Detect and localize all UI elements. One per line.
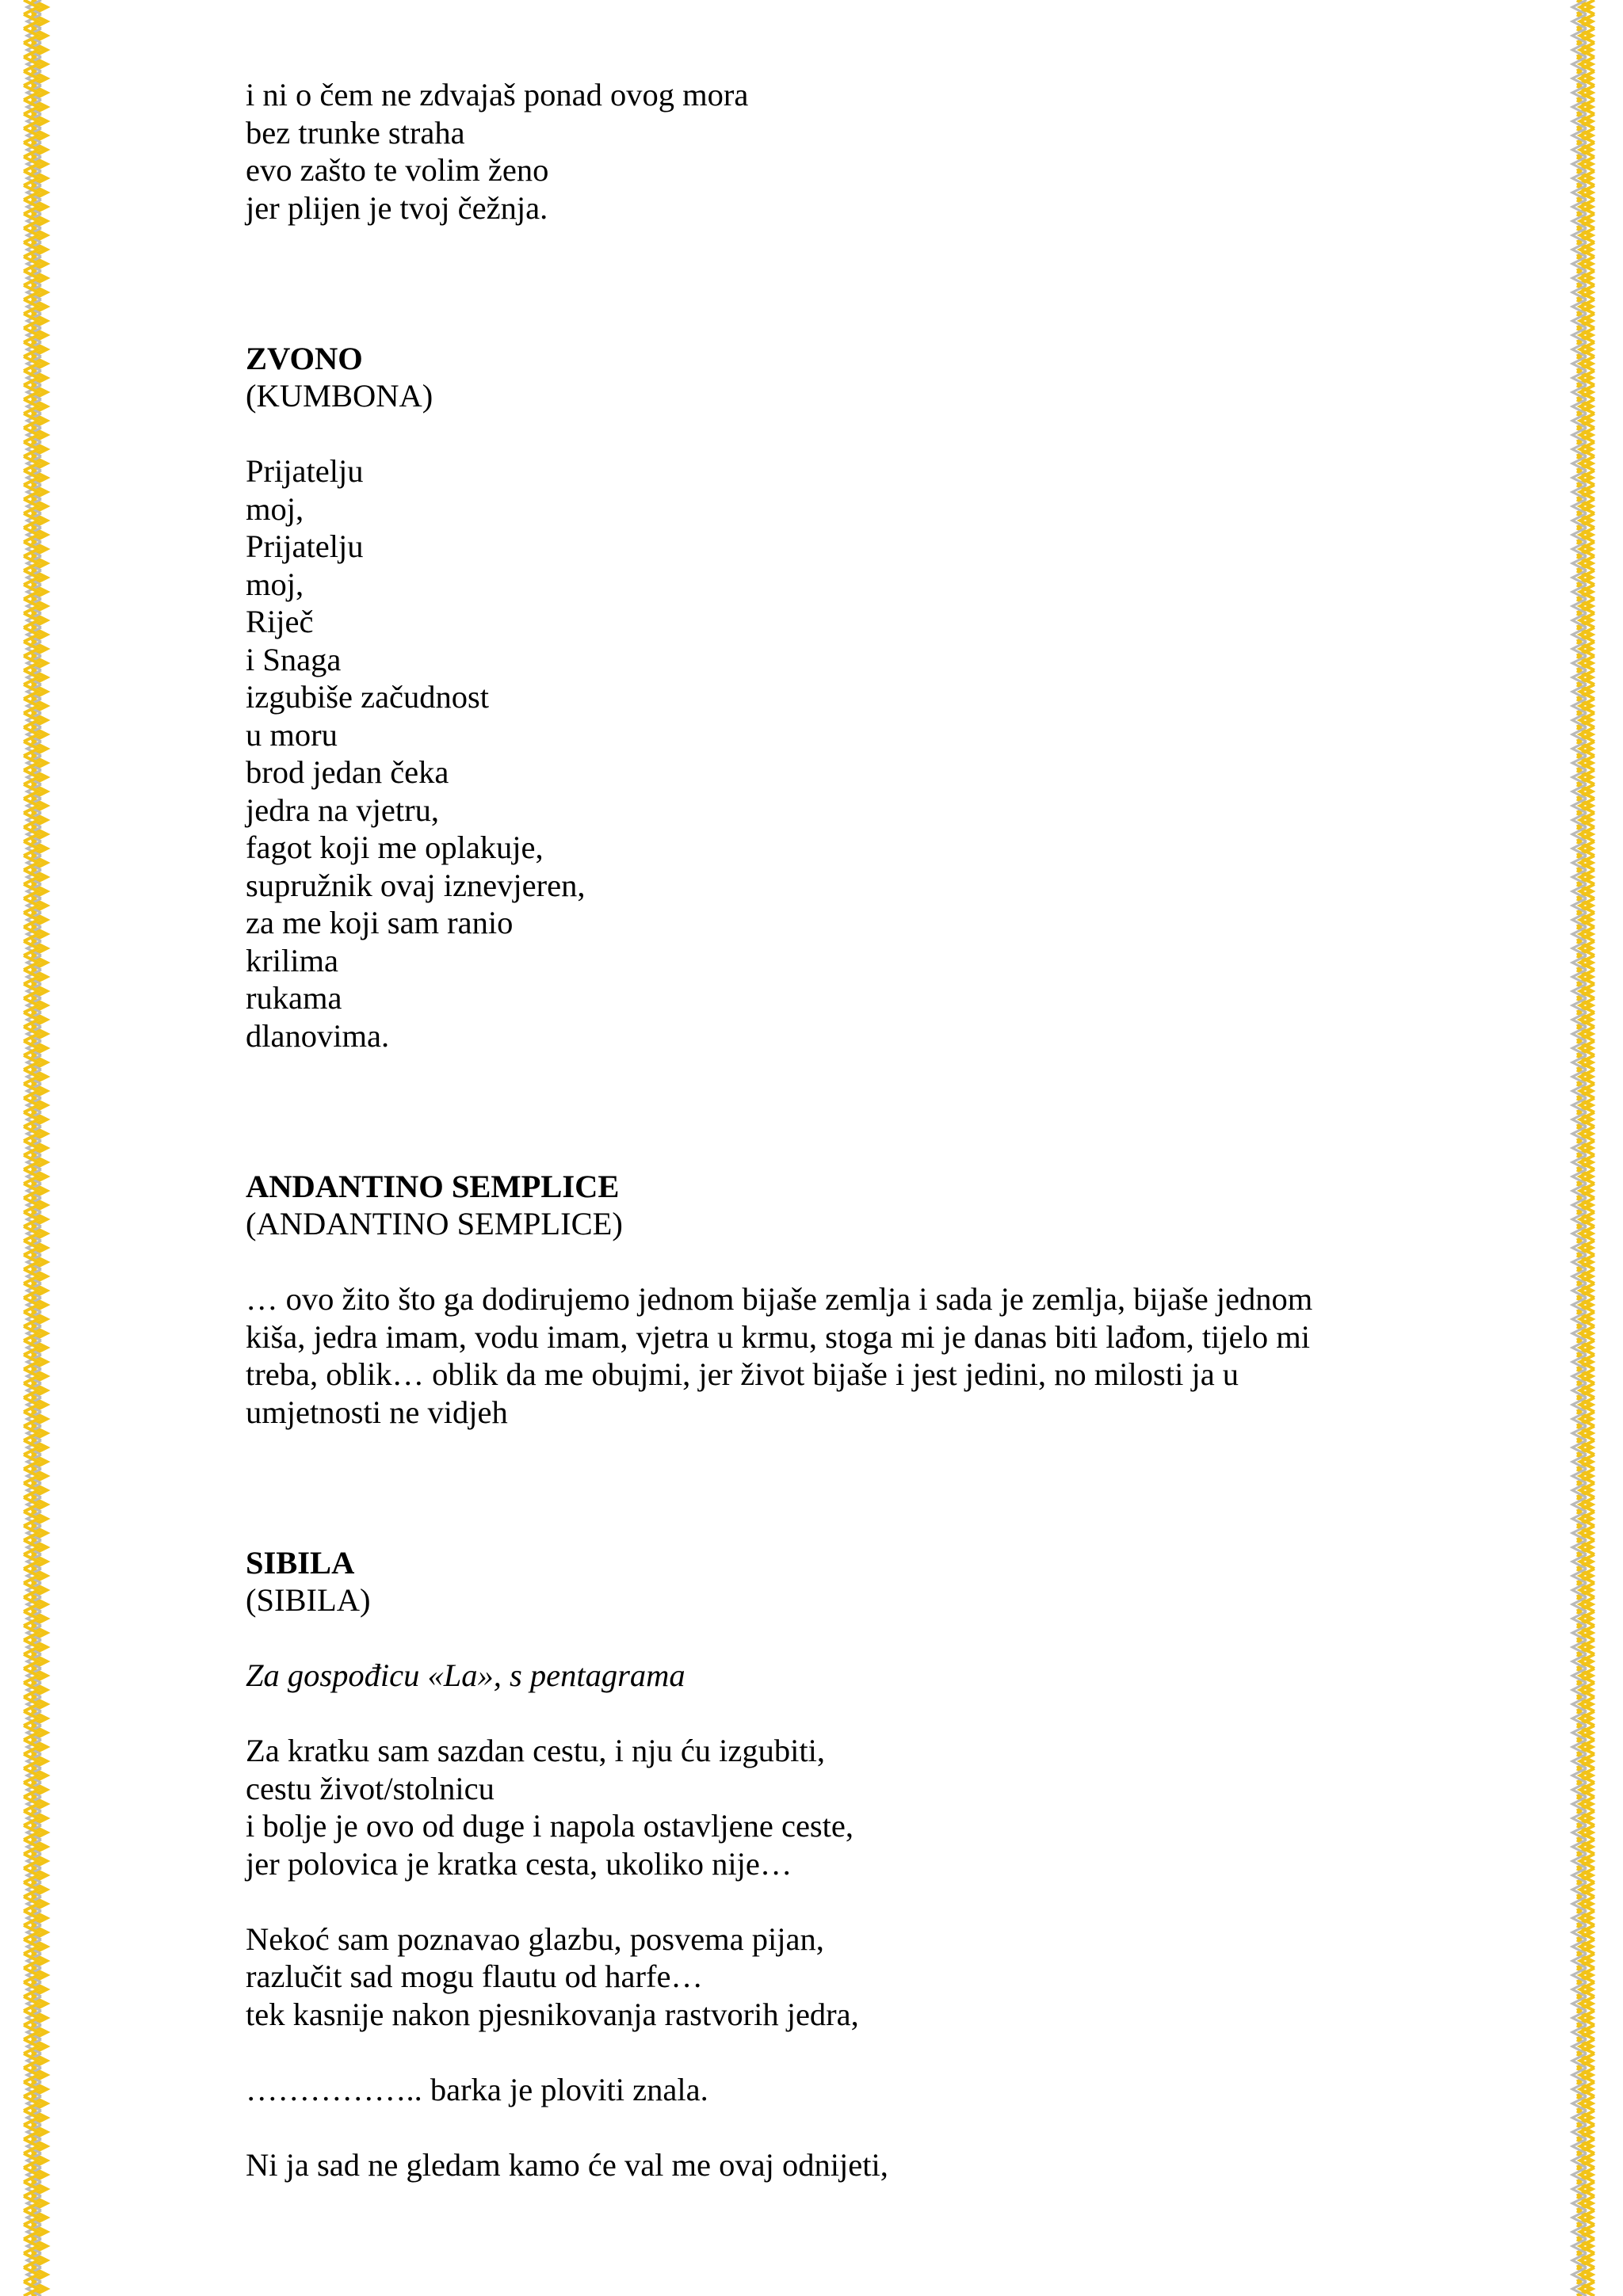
poem-line: moj, [246, 566, 304, 602]
prose-line: treba, oblik… oblik da me obujmi, jer život bijaše i jest jedini, no milosti ja u [246, 1356, 1239, 1392]
intro-stanza [246, 76, 1371, 227]
poem-subtitle: (ANDANTINO SEMPLICE) [246, 1206, 623, 1241]
poem-line: i bolje je ovo od duge i napola ostavljene ceste, [246, 1808, 854, 1844]
left-zigzag-border [0, 0, 57, 2296]
poem-line: Ni ja sad ne gledam kamo će val me ovaj odnijeti, [246, 2146, 888, 2183]
poem-line: i ni o čem ne zdvajaš ponad ovog mora [246, 77, 749, 113]
document-body [246, 76, 1371, 2183]
poem-line: u moru [246, 716, 338, 753]
poem-line: cestu život/stolnicu [246, 1770, 495, 1806]
poem-line: brod jedan čeka [246, 754, 449, 790]
poem-line: …………….. barka je ploviti znala. [246, 2071, 708, 2107]
poem-line: Nekoć sam poznavao glazbu, posvema pijan, [246, 1920, 824, 1957]
right-zigzag-border [1566, 0, 1623, 2296]
poem-zvono [246, 340, 1371, 1055]
poem-dedication: Za gospođicu «La», s pentagrama [246, 1657, 685, 1693]
poem-andantino [246, 1168, 1371, 1432]
poem-line: bez trunke straha [246, 114, 465, 151]
prose-line: … ovo žito što ga dodirujemo jednom bijaše zemlja i sada je zemlja, bijaše jednom [246, 1281, 1313, 1317]
poem-line: Za kratku sam sazdan cestu, i nju ću izgubiti, [246, 1733, 826, 1768]
prose-line: kiša, jedra imam, vodu imam, vjetra u krmu, stoga mi je danas biti lađom, tijelo mi [246, 1318, 1310, 1355]
poem-line: tek kasnije nakon pjesnikovanja rastvorih jedra, [246, 1996, 859, 2032]
poem-title: ZVONO [246, 340, 363, 376]
poem-line: Prijatelju [246, 528, 364, 564]
poem-line: i Snaga [246, 641, 342, 677]
poem-line: jedra na vjetru, [246, 791, 440, 828]
poem-line: krilima [246, 942, 338, 978]
poem-line: dlanovima. [246, 1017, 390, 1054]
poem-line: evo zašto te volim ženo [246, 152, 549, 188]
poem-line: Riječ [246, 604, 314, 639]
poem-line: izgubiše začudnost [246, 679, 490, 715]
poem-subtitle: (KUMBONA) [246, 378, 433, 414]
poem-title: SIBILA [246, 1544, 355, 1581]
poem-line: jer polovica je kratka cesta, ukoliko nije… [246, 1845, 792, 1882]
poem-title: ANDANTINO SEMPLICE [246, 1168, 620, 1204]
prose-line: umjetnosti ne vidjeh [246, 1394, 508, 1430]
poem-line: jer plijen je tvoj čežnja. [246, 189, 548, 226]
poem-line: razlučit sad mogu flautu od harfe… [246, 1958, 703, 1994]
poem-line: fagot koji me oplakuje, [246, 830, 544, 865]
poem-line: Prijatelju [246, 453, 364, 489]
poem-sibila [246, 1544, 1371, 2184]
poem-line: rukama [246, 980, 342, 1016]
poem-line: supružnik ovaj iznevjeren, [246, 867, 586, 903]
poem-line: za me koji sam ranio [246, 905, 514, 940]
poem-subtitle: (SIBILA) [246, 1582, 371, 1618]
poem-line: moj, [246, 490, 304, 527]
